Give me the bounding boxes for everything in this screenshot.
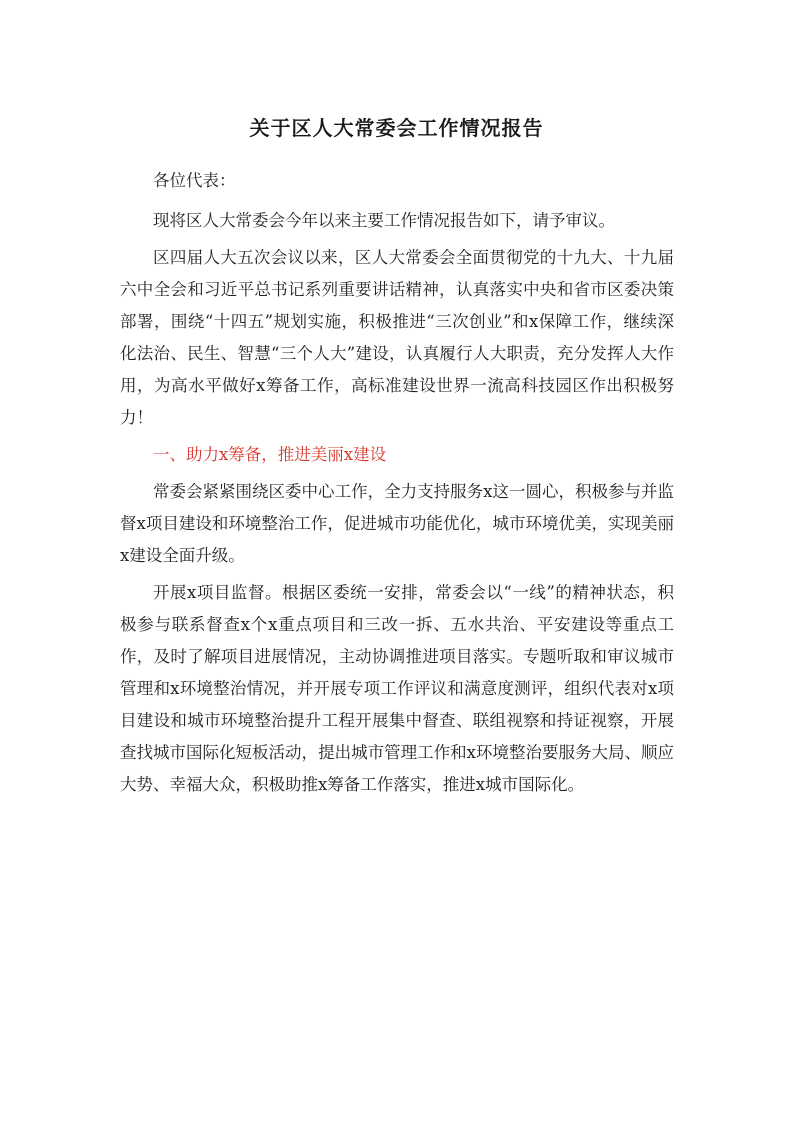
document-body [120, 165, 674, 806]
section-paragraph-2: 开展x项目监督。根据区委统一安排，常委会以“一线”的精神状态，积极参与联系督查x个x重点项目和三改一拆、五水共治、平安建设等重点工作，及时了解项目进展情况，主动协调推进项目落实。专题听取和审议城市管理和x环境整治情况，并开展专项工作评议和满意度测评，组织代表对x项目建设和城市环境整治提升工程开展集中督查、联组视察和持证视察，开展查找城市国际化短板活动，提出城市管理工作和x环境整治要服务大局、顺应大势、幸福大众，积极助推x筹备工作落实，推进x城市国际化。 [120, 583, 674, 794]
paragraph-intro: 现将区人大常委会今年以来主要工作情况报告如下，请予审议。 [153, 211, 615, 230]
document-title: 关于区人大常委会工作情况报告 [249, 116, 544, 140]
paragraph-overview: 区四届人大五次会议以来，区人大常委会全面贯彻党的十九大、十九届六中全会和习近平总书记系列重要讲话精神，认真落实中央和省市区委决策部署，围绕“十四五”规划实施，积极推进“三次创业”和x保障工作，继续深化法治、民生、智慧“三个人大”建设，认真履行人大职责，充分发挥人大作用，为高水平做好x筹备工作，高标准建设世界一流高科技园区作出积极努力！ [120, 248, 674, 427]
greeting: 各位代表： [153, 171, 236, 190]
section-heading: 一、助力x筹备，推进美丽x建设 [153, 445, 387, 464]
section-paragraph-1: 常委会紧紧围绕区委中心工作，全力支持服务x这一圆心，积极参与并监督x项目建设和环境整治工作，促进城市功能优化，城市环境优美，实现美丽x建设全面升级。 [120, 482, 674, 565]
